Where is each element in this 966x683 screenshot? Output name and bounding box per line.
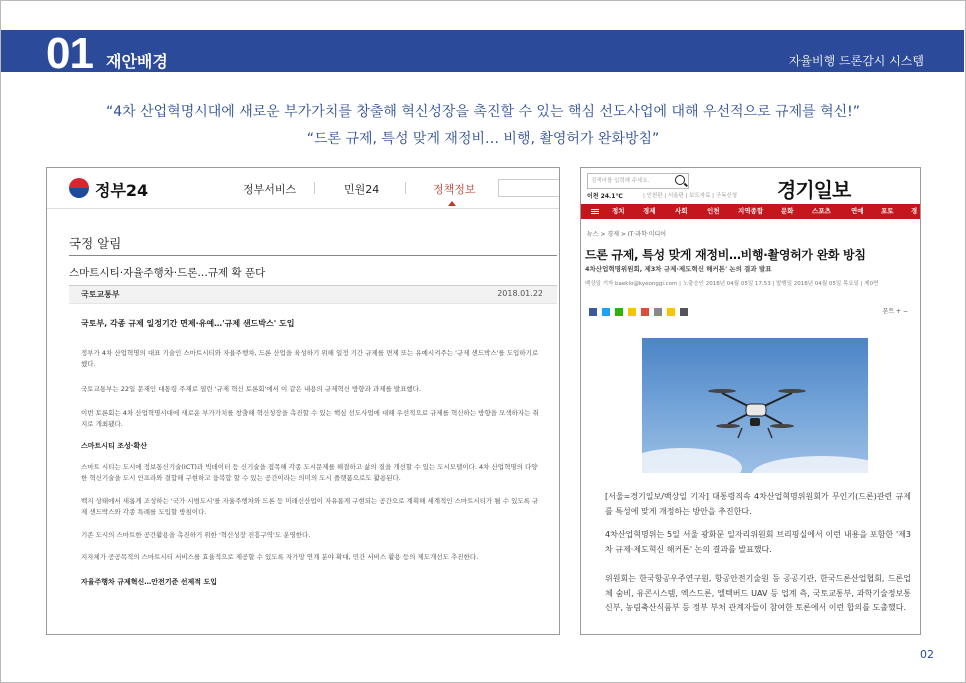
nav-divider (405, 182, 406, 194)
drone-photo (642, 338, 868, 473)
twitter-icon[interactable] (602, 308, 610, 316)
nav-item-culture[interactable]: 문화 (781, 207, 794, 215)
search-input[interactable] (498, 179, 559, 197)
kakaostory-icon[interactable] (628, 308, 636, 316)
article-source: 국토교통부 (81, 290, 120, 299)
googleplus-icon[interactable] (641, 308, 649, 316)
search-icon[interactable] (675, 175, 685, 185)
kakaotalk-icon[interactable] (667, 308, 675, 316)
nav-item-policy-info[interactable]: 정책정보 (433, 183, 476, 196)
nav-item-region[interactable]: 지역종합 (738, 207, 764, 215)
weather-text: 이천 24.1℃ (587, 193, 623, 200)
article-paragraph: 스마트 시티는 도시에 정보통신기술(ICT)과 빅데이터 등 신기술을 접목해 각종 도시문제를 해결하고 삶의 질을 개선할 수 있는 도시모델이다. 4차 산업혁명의 다양한 혁신기술을 도시 인프라와 결합해 구현하고 융복합 할 수 있는 공간이라는 의미의 도시 플랫폼으로도 활용된다. (81, 463, 538, 482)
search-placeholder: 검색어를 입력해 주세요. (591, 178, 650, 184)
section-title: 재안배경 (106, 52, 168, 71)
print-icon[interactable] (680, 308, 688, 316)
kg-nav-bar (581, 204, 920, 219)
font-tools[interactable]: 폰트 + − (882, 308, 908, 315)
facebook-icon[interactable] (589, 308, 597, 316)
article-paragraph: 4차산업혁명위는 5일 서울 광화문 일자리위원회 브리핑실에서 이런 내용을 포함한 '제3차 규제·제도혁신 해커톤' 논의 결과를 발표했다. (605, 530, 911, 554)
article-subheading: 자율주행차 규제혁신…안전기준 선제적 도입 (81, 578, 218, 586)
article-paragraph: 위원회는 한국항공우주연구원, 항공안전기술원 등 공공기관, 한국드론산업협회, 드론업체 숨비, 유콘시스템, 엑스드론, 엘텍버드 UAV 등 업계 측, 국토교통부, 과학기술정보통신부, 농림축산식품부 등 정부 부처 관계자들이 참여한 토론에서 이런 합의를 도출했다. (605, 574, 911, 612)
article-meta: 백상일 기자 baekio@kyeonggi.com | 노출승인 2018년 04월 05일 17:53 | 발행일 2018년 04월 05일 목요일 | 제0면 (585, 281, 879, 287)
nav-item-minwon24[interactable]: 민원24 (344, 183, 380, 196)
article-paragraph: 이번 토론회는 4차 산업혁명시대에 새로운 부가가치를 창출해 혁신성장을 촉진할 수 있는 핵심 선도사업에 대해 우선적으로 규제를 혁신하는 방향을 모색하자는 취지로 개최됐다. (81, 409, 539, 428)
quote-line-1: “4차 산업혁명시대에 새로운 부가가치를 창출해 혁신성장을 촉진할 수 있는 핵심 선도사업에 대해 우선적으로 규제를 혁신!” (105, 104, 860, 120)
article-paragraph: [서울=경기일보/백상일 기자] 대통령직속 4차산업혁명위원회가 무인기(드론)관련 규제를 특성에 맞게 개정하는 방안을 추진한다. (605, 492, 911, 516)
nav-item-incheon[interactable]: 인천 (707, 207, 720, 215)
article-paragraph: 지자체가 공공목적의 스마트시티 서비스를 효율적으로 제공할 수 있도록 자가망 연계 분야 확대, 민간 서비스 활용 등의 제도개선도 추진한다. (81, 553, 479, 561)
nav-item-entertainment[interactable]: 연예 (851, 207, 864, 215)
nav-item-gov-service[interactable]: 정부서비스 (243, 183, 297, 196)
naver-icon[interactable] (615, 308, 623, 316)
article-meta-row (69, 285, 557, 304)
weather-info (587, 191, 623, 200)
nav-item-society[interactable]: 사회 (675, 207, 688, 215)
article-paragraph: 국토교통부는 22일 문재인 대통령 주재로 열린 '규제 혁신 토론회'에서 이 같은 내용의 규제혁신 방향과 과제를 발표했다. (81, 385, 422, 393)
article-headline: 드론 규제, 특성 맞게 재정비…비행·촬영허가 완화 방침 (585, 248, 866, 262)
article-heading: 국토부, 각종 규제 일정기간 면제·유예…'규제 샌드박스' 도입 (81, 319, 295, 328)
article-subheadline: 4차산업혁명위원회, 제3차 규제·제도혁신 해커톤' 논의 결과 발표 (585, 265, 772, 273)
article-paragraph: 기존 도시의 스마트한 공간활용을 촉진하기 위한 '혁신성장 진흥구역'도 운영한다. (81, 531, 311, 539)
article-paragraph: 정부가 4차 산업혁명의 대표 기술인 스마트시티와 자율주행차, 드론 산업을 육성하기 위해 일정 기간 규제를 면제 또는 유예시켜주는 '규제 샌드박스'를 도입하기로 했다. (81, 349, 539, 368)
article-subheading: 스마트시티 조성·확산 (81, 442, 147, 450)
article-paragraph: 백지 상태에서 새롭게 조성하는 '국가 시범도시'를 자율주행차와 드론 등 미래신산업이 자유롭게 구현되는 공간으로 계획해 세계적인 스마트시티가 될 수 있도록 규제 샌드박스와 각종 특례를 도입할 방침이다. (81, 497, 539, 516)
gov24-nav-bar (47, 168, 559, 209)
link-icon[interactable] (654, 308, 662, 316)
menu-icon[interactable] (591, 209, 599, 210)
article-title: 스마트시티·자율주행차·드론…규제 확 푼다 (69, 267, 266, 279)
nav-item-photo[interactable]: 포토 (881, 207, 894, 215)
nav-item-economy[interactable]: 경제 (643, 207, 656, 215)
breadcrumb[interactable]: 뉴스 > 경제 > IT·과학·미디어 (587, 231, 667, 238)
nav-divider (314, 182, 315, 194)
kyeonggi-screenshot (580, 167, 921, 635)
divider (69, 255, 557, 256)
gov24-logo[interactable]: 정부24 (95, 181, 149, 200)
page-number: 02 (920, 648, 934, 661)
nav-item-sports[interactable]: 스포츠 (812, 207, 831, 215)
taegeuk-logo-icon (69, 178, 89, 198)
quote-line-2: “드론 규제, 특성 맞게 재정비… 비행, 촬영허가 완화방침” (306, 131, 660, 147)
drone-icon (642, 338, 868, 473)
gov24-screenshot (46, 167, 560, 635)
top-links[interactable]: | 인천판 | 서울판 | 보도자료 | 구독신청 (643, 193, 738, 199)
system-name: 자율비행 드론감시 시스템 (788, 54, 924, 68)
section-heading: 국정 알림 (69, 236, 122, 251)
kyeonggi-logo[interactable]: 경기일보 (777, 178, 851, 202)
active-caret-icon (448, 201, 456, 206)
nav-item-politics[interactable]: 정치 (612, 207, 625, 215)
nav-item-more[interactable]: 경 (911, 207, 918, 215)
article-date: 2018.01.22 (497, 289, 543, 298)
section-number: 01 (46, 29, 93, 78)
